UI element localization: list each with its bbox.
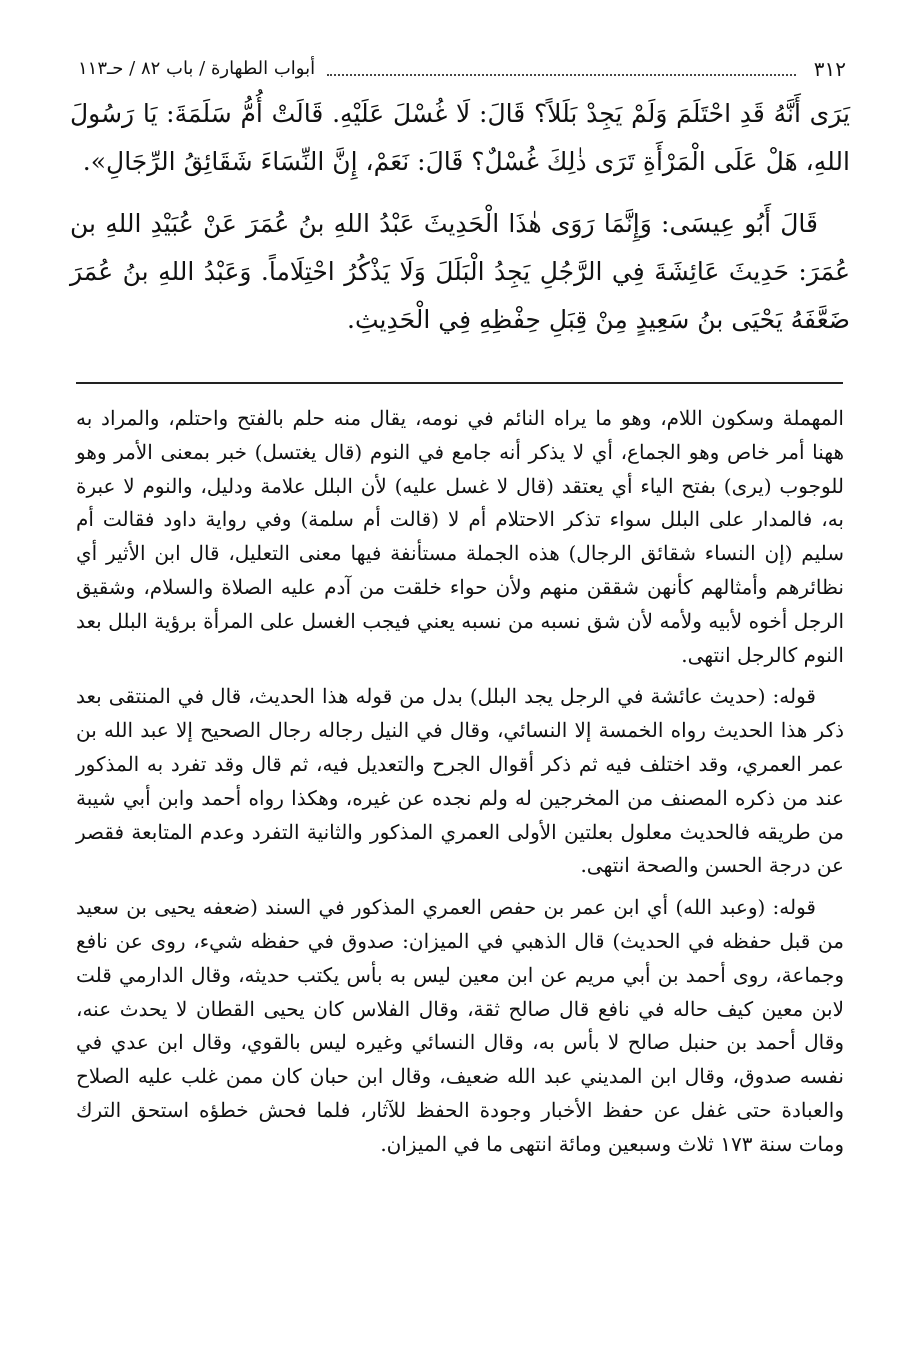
commentary-paragraph: المهملة وسكون اللام، وهو ما يراه النائم في نومه، يقال منه حلم بالفتح واحتلم، والمراد به ههنا أمر خاص وهو الجماع، أي لا يذكر أنه جامع في النوم (قال يغتسل) خبر بمعنى الأمر وهو للوجوب (يرى) بفتح الياء أي يعتقد (قال لا غسل عليه) لأن البلل علامة ودليل، والنوم لا عبرة به، فالمدار على البلل سواء تذكر الاحتلام أم لا (قالت أم سلمة) وفي رواية داود فقالت أم سليم (إن النساء شقائق الرجال) هذه الجملة مستأنفة فيها معنى التعليل، قال ابن الأثير أي نظائرهم وأمثالهم كأنهن شققن منهم ولأن حواء خلقت من آدم عليه الصلاة والسلام، وشقيق الرجل أخوه لأبيه ولأمه لأن شق نسبه من نسبه يعني فيجب الغسل على المرأة برؤية البلل بعد النوم كالرجل انتهى.: [76, 406, 844, 667]
hadith-paragraph: قَالَ أَبُو عِيسَى: وَإِنَّمَا رَوَى هٰذَا الْحَدِيثَ عَبْدُ اللهِ بنُ عُمَرَ عَنْ عُبَيْدِ اللهِ بن عُمَرَ: حَدِيثَ عَائِشَةَ فِي الرَّجُلِ يَجِدُ الْبَلَلَ وَلَا يَذْكُرُ احْتِلَاماً. وَعَبْدُ اللهِ بنُ عُمَرَ ضَعَّفَهُ يَحْيَى بنُ سَعِيدٍ مِنْ قِبَلِ حِفْظِهِ فِي الْحَدِيثِ.: [70, 209, 850, 334]
page-number: ٣١٢: [813, 57, 846, 81]
hadith-paragraph: يَرَى أَنَّهُ قَدِ احْتَلَمَ وَلَمْ يَجِدْ بَلَلاً؟ قَالَ: لَا غُسْلَ عَلَيْهِ. قَالَتْ أُمُّ سَلَمَةَ: يَا رَسُولَ اللهِ، هَلْ عَلَى الْمَرْأَةِ تَرَى ذٰلِكَ غُسْلٌ؟ قَالَ: نَعَمْ، إِنَّ النِّسَاءَ شَقَائِقُ الرِّجَالِ».: [70, 99, 850, 176]
separator-rule: [76, 382, 843, 384]
running-header: [78, 54, 846, 84]
header-dot-leader: [327, 74, 796, 76]
commentary-paragraph: قوله: (وعبد الله) أي ابن عمر بن حفص العمري المذكور في السند (ضعفه يحيى بن سعيد من قبل حفظه في الحديث) قال الذهبي في الميزان: صدوق في حفظه شيء، روى عن نافع وجماعة، روى أحمد بن أبي مريم عن ابن معين ليس به بأس يكتب حديثه، وقال الدارمي قلت لابن معين كيف حاله في نافع قال صالح ثقة، وقال الفلاس كان يحيى القطان لا يحدث عنه، وقال أحمد بن حنبل صالح لا بأس به، وقال النسائي وغيره ليس بالقوي، وقال ابن عدي في نفسه صدوق، وقال ابن المديني عبد الله ضعيف، وقال ابن حبان كان ممن غلب عليه الصلاح والعبادة حتى غفل عن حفظ الأخبار وجودة الحفظ للآثار، فلما فحش خطؤه استحق الترك ومات سنة ١٧٣ ثلاث وسبعين ومائة انتهى ما في الميزان.: [76, 895, 844, 1156]
running-title: أبواب الطهارة / باب ٨٢ / حـ١١٣: [78, 58, 316, 79]
hadith-text: [70, 90, 850, 344]
commentary-text: [76, 402, 844, 1162]
commentary-paragraph: قوله: (حديث عائشة في الرجل يجد البلل) بدل من قوله هذا الحديث، قال في المنتقى بعد ذكر هذا الحديث رواه الخمسة إلا النسائي، وقال في النيل رجاله رجال الصحيح إلا عبد الله بن عمر العمري، وقد اختلف فيه ثم ذكر أقوال الجرح والتعديل فيه، ثم قال وقد تفرد به المذكور عند من ذكره المصنف من المخرجين له ولم نجده عن غيره، وهكذا رواه أحمد وابن أبي شيبة من طريقه فالحديث معلول بعلتين الأولى العمري المذكور والثانية التفرد وعدم المتابعة فقصر عن درجة الحسن والصحة انتهى.: [76, 684, 844, 878]
